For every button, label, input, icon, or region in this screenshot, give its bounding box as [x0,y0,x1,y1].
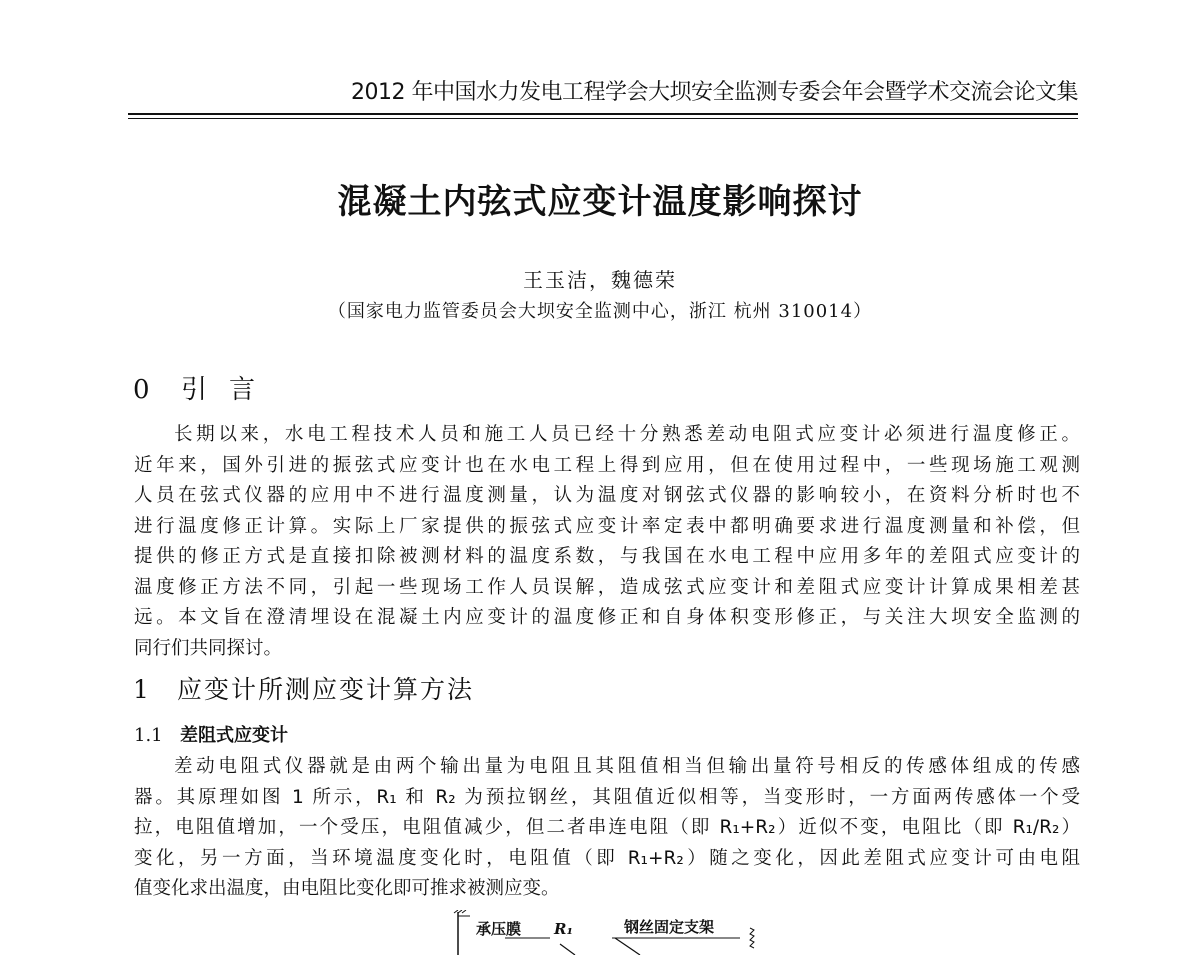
paragraph-line: 温度修正方法不同，引起一些现场工作人员误解，造成弦式应变计和差阻式应变计计算成果相差甚 [134,576,1080,598]
paragraph-line: 拉，电阻值增加，一个受压，电阻值减少，但二者串连电阻（即 R₁+R₂）近似不变，电阻比（即 R₁/R₂） [134,817,1080,838]
paragraph-line: 人员在弦式仪器的应用中不进行温度测量，认为温度对钢弦式仪器的影响较小，在资料分析时也不 [134,485,1080,506]
paper-affiliation: （国家电力监管委员会大坝安全监测中心，浙江 杭州 310014） [327,301,873,322]
figure-label-support: 钢丝固定支架 [624,918,715,936]
section-0-title-char-2: 言 [229,375,256,405]
wire-line-right [615,938,640,955]
figure-label-r1: R₁ [554,920,574,938]
paragraph-line: 进行温度修正计算。实际上厂家提供的振弦式应变计率定表中都明确要求进行温度测量和补偿，但 [134,515,1080,537]
paragraph-line: 值变化求出温度，由电阻比变化即可推求被测应变。 [134,878,560,899]
header-rule-thin [128,118,1078,119]
section-1-heading [133,672,474,708]
hatch-marks [454,910,466,913]
support-wall-hatch [750,928,754,948]
subsection-1-1-number: 1.1 [134,725,163,746]
section-0-paragraph [134,420,1080,664]
header-rule-thick [128,113,1078,115]
figure-1-principle-diagram [440,910,780,955]
section-1-title: 应变计所测应变计算方法 [177,675,475,704]
running-header: 2012 年中国水力发电工程学会大坝安全监测专委会年会暨学术交流会论文集 [351,80,1078,105]
section-0-title-char-1: 引 [181,375,208,405]
paragraph-line: 长期以来，水电工程技术人员和施工人员已经十分熟悉差动电阻式应变计必须进行温度修正。 [174,424,1080,445]
wire-line-left [560,944,575,955]
paragraph-line: 变化，另一方面，当环境温度变化时，电阻值（即 R₁+R₂）随之变化，因此差阻式应变计可由电阻 [134,847,1080,869]
subsection-1-1-title: 差阻式应变计 [180,725,288,746]
paragraph-line: 差动电阻式仪器就是由两个输出量为电阻且其阻值相当但输出量符号相反的传感体组成的传感 [174,756,1080,777]
section-0-number: 0 [133,375,150,405]
section-1-number: 1 [133,675,149,704]
subsection-1-1-paragraph [134,752,1080,905]
paragraph-line: 提供的修正方式是直接扣除被测材料的温度系数，与我国在水电工程中应用多年的差阻式应变计的 [134,546,1080,567]
paragraph-line: 近年来，国外引进的振弦式应变计也在水电工程上得到应用，但在使用过程中，一些现场施工观测 [134,454,1080,476]
subsection-1-1-heading [134,722,288,750]
figure-label-membrane: 承压膜 [476,920,522,938]
paper-title: 混凝土内弦式应变计温度影响探讨 [337,182,863,222]
section-0-heading [133,372,277,408]
paragraph-line: 同行们共同探讨。 [134,637,283,659]
paragraph-line: 远。本文旨在澄清埋设在混凝土内应变计的温度修正和自身体积变形修正，与关注大坝安全监测的 [134,607,1080,628]
paper-authors: 王玉洁，魏德荣 [523,268,677,292]
paragraph-line: 器。其原理如图 1 所示，R₁ 和 R₂ 为预拉钢丝，其阻值近似相等，当变形时，一方面两传感体一个受 [134,786,1080,808]
